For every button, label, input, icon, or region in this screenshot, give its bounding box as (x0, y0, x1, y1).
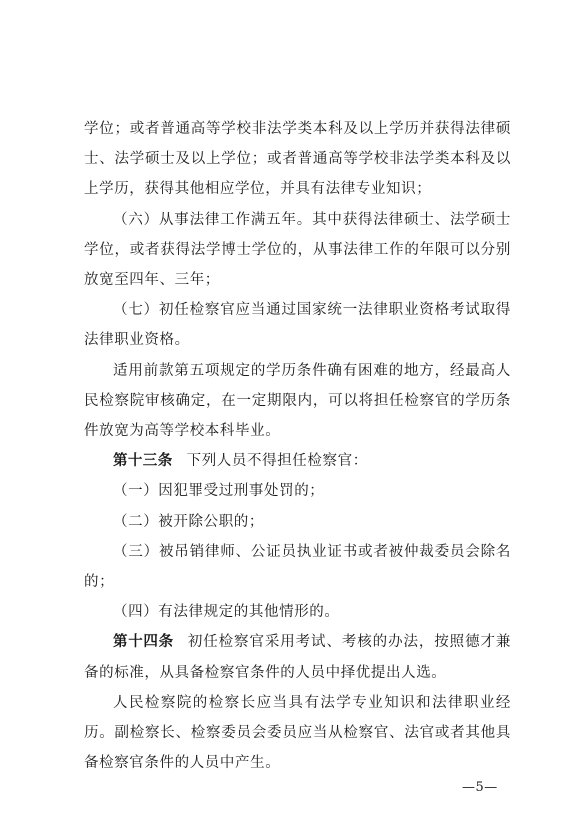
paragraph-text: （三）被吊销律师、公证员执业证书或者被仲裁委员会除名的； (84, 543, 511, 591)
paragraph-8 (84, 537, 511, 597)
paragraph-2 (84, 205, 511, 296)
paragraph-text: 学位；或者普通高等学校非法学类本科及以上学历并获得法律硕士、法学硕士及以上学位；或者普通高等学校非法学类本科及以上学历，获得其他相应学位，并具有法律专业知识； (84, 121, 511, 198)
article-14 (84, 627, 511, 687)
page-number: —5— (462, 780, 498, 795)
article-heading: 第十四条 (113, 634, 174, 651)
paragraph-text: （一）因犯罪受过刑事处罚的； (113, 483, 325, 500)
article-heading: 第十三条 (113, 453, 173, 470)
paragraph-1 (84, 114, 511, 205)
paragraph-text: 下列人员不得担任检察官： (186, 453, 368, 470)
paragraph-text: 人民检察院的检察长应当具有法学专业知识和法律职业经历。副检察长、检察委员会委员应当从检察官、法官或者其他具备检察官条件的人员中产生。 (84, 694, 511, 772)
document-body (84, 114, 511, 778)
paragraph-text: （六）从事法律工作满五年。其中获得法律硕士、法学硕士学位，或者获得法学博士学位的，从事法律工作的年限可以分别放宽至四年、三年； (84, 211, 511, 289)
paragraph-11 (84, 688, 511, 779)
paragraph-text: （四）有法律规定的其他情形的。 (113, 604, 340, 621)
paragraph-text: 初任检察官采用考试、考核的办法，按照德才兼备的标准，从具备检察官条件的人员中择优提出人选。 (84, 634, 511, 681)
paragraph-4 (84, 356, 511, 447)
paragraph-text: （七）初任检察官应当通过国家统一法律职业资格考试取得法律职业资格。 (84, 302, 511, 349)
paragraph-3 (84, 295, 511, 355)
paragraph-6 (84, 476, 511, 506)
paragraph-9 (84, 597, 511, 627)
paragraph-7 (84, 507, 511, 537)
article-13 (84, 446, 511, 476)
paragraph-text: 适用前款第五项规定的学历条件确有困难的地方，经最高人民检察院审核确定，在一定期限内，可以将担任检察官的学历条件放宽为高等学校本科毕业。 (84, 362, 511, 440)
paragraph-text: （二）被开除公职的； (113, 513, 264, 530)
